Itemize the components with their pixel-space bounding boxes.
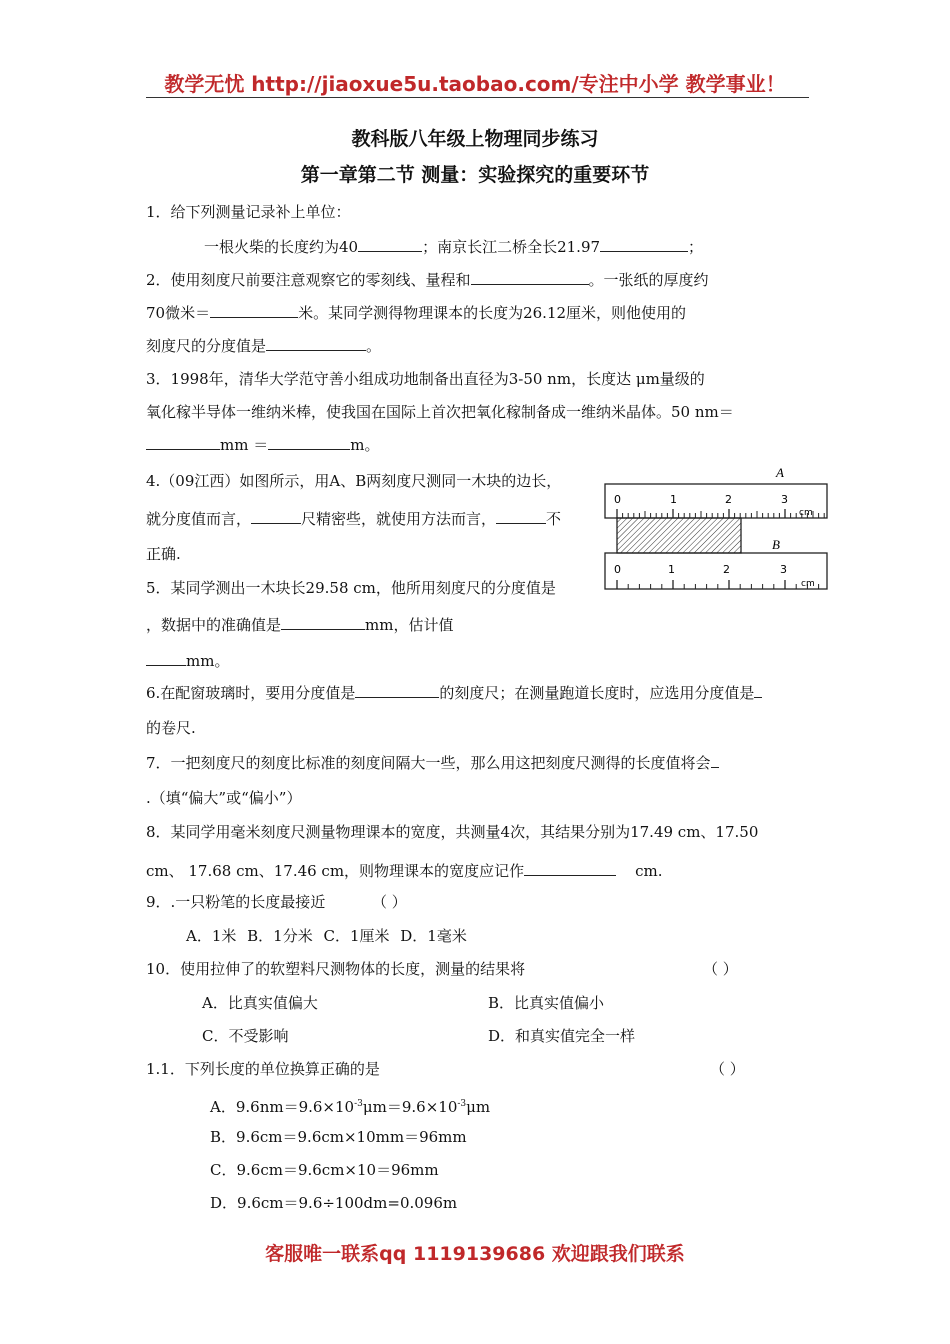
wood-block (617, 518, 741, 553)
q2-blank-3[interactable] (266, 335, 366, 351)
q10-option-a[interactable]: A．比真实值偏大 (202, 994, 318, 1012)
q11-stem: 1.1．下列长度的单位换算正确的是 (146, 1060, 380, 1078)
ruler-b-tick-1: 1 (668, 563, 675, 576)
q9-answer-paren[interactable]: （ ） (372, 893, 407, 911)
q6-text-b: 的刻度尺；在测量跑道长度时，应选用分度值是 (439, 684, 755, 702)
q1-text-b: ；南京长江二桥全长21.97 (422, 238, 601, 256)
q4-blank-1[interactable] (251, 508, 301, 524)
q7-blank[interactable] (711, 752, 719, 768)
q1-text-c: ； (688, 238, 704, 256)
q1-stem: 1．给下列测量记录补上单位： (146, 203, 351, 221)
q2-blank-2[interactable] (210, 302, 298, 318)
ruler-figure (600, 460, 830, 595)
q1-text-a: 一根火柴的长度约为40 (204, 238, 359, 256)
q6-line-2: 的卷尺. (146, 719, 196, 737)
q3-line-2: 氧化稼半导体一维纳米棒，使我国在国际上首次把氧化稼制备成一维纳米晶体。50 nm＝ (146, 403, 734, 421)
q11-a-part-2: μm＝9.6×10 (362, 1098, 458, 1116)
q2-line-1 (146, 269, 709, 290)
q2-text-c: 70微米＝ (146, 304, 211, 322)
q10-stem: 10．使用拉伸了的软塑料尺测物体的长度，测量的结果将 (146, 960, 526, 978)
q5-text-c: mm。 (186, 652, 230, 670)
q2-blank-1[interactable] (471, 269, 589, 285)
ruler-b-unit: cm (801, 579, 815, 589)
ruler-a-tick-3: 3 (781, 493, 788, 506)
section-title: 第一章第二节 测量：实验探究的重要环节 (300, 164, 650, 186)
ruler-a-body (605, 484, 827, 518)
header-rule (146, 97, 809, 98)
q2-text-f: 。 (366, 337, 382, 355)
q11-a-exp-1: -3 (354, 1099, 363, 1109)
q10-answer-paren[interactable]: （ ） (703, 960, 738, 978)
q2-text-b: 。一张纸的厚度约 (588, 271, 709, 289)
q3-blank-2[interactable] (268, 434, 350, 450)
q4-text-b: 尺精密些，就使用方法而言， (301, 510, 497, 528)
ruler-b-body (605, 553, 827, 589)
q9-stem: 9．.一只粉笔的长度最接近 (146, 893, 326, 911)
q8-line-1: 8．某同学用毫米刻度尺测量物理课本的宽度，共测量4次，其结果分别为17.49 cm、17.50 (146, 823, 759, 841)
ruler-b-label: B (772, 537, 780, 552)
ruler-a-tick-1: 1 (670, 493, 677, 506)
q8-text-a: cm、 17.68 cm、17.46 cm，则物理课本的宽度应记作 (146, 862, 525, 880)
q6-blank-2[interactable] (754, 682, 762, 698)
q5-line-2 (146, 614, 453, 635)
ruler-a-tick-2: 2 (725, 493, 732, 506)
ruler-b-tick-2: 2 (723, 563, 730, 576)
q2-line-3 (146, 335, 381, 356)
q9-options: A．1米 B．1分米 C．1厘米 D．1毫米 (186, 927, 467, 945)
q4-text-a: 就分度值而言， (146, 510, 252, 528)
q2-text-d: 米。某同学测得物理课本的长度为26.12厘米，则他使用的 (298, 304, 687, 322)
q7-line-2: .（填“偏大”或“偏小”） (146, 789, 302, 807)
q6-blank-1[interactable] (355, 682, 439, 698)
q11-a-exp-2: -3 (457, 1099, 467, 1109)
q8-text-b: cm. (635, 862, 663, 880)
q11-option-a[interactable] (210, 1094, 490, 1117)
q2-text-a: 2．使用刻度尺前要注意观察它的零刻线、量程和 (146, 271, 471, 289)
ruler-b-tick-3: 3 (780, 563, 787, 576)
q4-blank-2[interactable] (496, 508, 546, 524)
q11-a-part-1: A．9.6nm＝9.6×10 (210, 1098, 355, 1116)
q4-text-c: 不 (546, 510, 562, 528)
q4-line-1: 4.（09江西）如图所示，用A、B两刻度尺测同一木块的边长， (146, 472, 562, 490)
q1-blank-2[interactable] (600, 236, 688, 252)
q11-a-part-3: μm (466, 1098, 491, 1116)
q2-text-e: 刻度尺的分度值是 (146, 337, 267, 355)
q7-line-1 (146, 752, 719, 773)
page-title: 教科版八年级上物理同步练习 (351, 128, 599, 150)
q3-blank-1[interactable] (146, 434, 220, 450)
q6-text-a: 6.在配窗玻璃时，要用分度值是 (146, 684, 356, 702)
q7-text-a: 7．一把刻度尺的刻度比标准的刻度间隔大一些，那么用这把刻度尺测得的长度值将会 (146, 754, 711, 772)
ruler-a-ticks (617, 509, 824, 518)
q5-blank-2[interactable] (146, 650, 186, 666)
q3-line-3 (146, 434, 379, 455)
q5-text-b: mm，估计值 (365, 616, 454, 634)
q5-line-3 (146, 650, 229, 671)
ruler-b-tick-0: 0 (614, 563, 621, 576)
q6-line-1 (146, 682, 762, 703)
q3-text-b: m。 (350, 436, 380, 454)
q4-line-2 (146, 508, 561, 529)
q8-blank[interactable] (524, 860, 616, 876)
q5-text-a: ，数据中的准确值是 (146, 616, 282, 634)
ruler-a-unit: cm (799, 508, 813, 518)
q5-blank-1[interactable] (281, 614, 365, 630)
footer-contact: 客服唯一联系qq 1119139686 欢迎跟我们联系 (265, 1243, 685, 1265)
q3-text-a: mm ＝ (220, 436, 269, 454)
ruler-a-label: A (776, 465, 784, 480)
q10-option-d[interactable]: D．和真实值完全一样 (488, 1027, 636, 1045)
q8-line-2 (146, 860, 663, 881)
q4-line-3: 正确. (146, 545, 181, 563)
ruler-a-tick-0: 0 (614, 493, 621, 506)
q1-blank-1[interactable] (358, 236, 422, 252)
q11-option-c[interactable]: C．9.6cm＝9.6cm×10＝96mm (210, 1161, 439, 1179)
ruler-b-ticks (617, 580, 819, 589)
q5-line-1: 5．某同学测出一木块长29.58 cm，他所用刻度尺的分度值是 (146, 579, 556, 597)
q11-option-d[interactable]: D．9.6cm＝9.6÷100dm=0.096m (210, 1194, 458, 1212)
q1-line (204, 236, 703, 257)
q11-option-b[interactable]: B．9.6cm＝9.6cm×10mm＝96mm (210, 1128, 467, 1146)
q3-line-1: 3．1998年，清华大学范守善小组成功地制备出直径为3-50 nm，长度达 μm量级的 (146, 370, 705, 388)
q10-option-c[interactable]: C．不受影响 (202, 1027, 289, 1045)
q11-answer-paren[interactable]: （ ） (710, 1060, 745, 1078)
q2-line-2 (146, 302, 686, 323)
q10-option-b[interactable]: B．比真实值偏小 (488, 994, 605, 1012)
header-banner: 教学无忧 http://jiaoxue5u.taobao.com/专注中小学 教学事业！ (164, 72, 786, 96)
